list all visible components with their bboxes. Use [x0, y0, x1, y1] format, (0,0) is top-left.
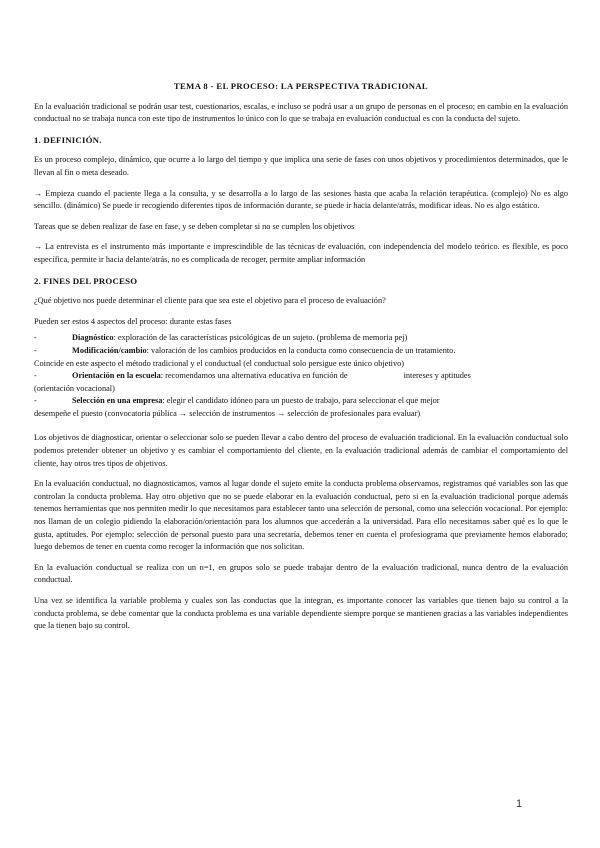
list-term: Modificación/cambio: [72, 345, 147, 355]
list-dash: -: [34, 333, 37, 343]
page-content: [34, 80, 568, 641]
list-item-continuation: [34, 408, 568, 421]
intro-paragraph: En la evaluación tradicional se podrán usar test, cuestionarios, escalas, e incluso se podrá usar a un grupo de personas en el proceso; en cambio en la evaluación conductual no se trabaja nunca con este tipo de instrumentos lo único con lo que se trabaja en evaluación conductual es con la conducta del sujeto.: [34, 101, 568, 124]
objectives-list: [34, 332, 568, 420]
definicion-paragraph: Es un proceso complejo, dinámico, que ocurre a lo largo del tiempo y que implica una serie de fases con unos objetivos y procedimientos determinados, que le llevan al fin o meta deseado.: [34, 155, 568, 177]
list-text: (orientación vocacional): [34, 383, 115, 393]
unn-paragraph: En la evaluación conductual se realiza con un n=1, en grupos solo se puede trabajar dentro de la evaluación tradicional, nunca dentro de la evaluación conductual.: [34, 562, 568, 585]
objetivos-paragraph: Los objetivos de diagnosticar, orientar o seleccionar solo se pueden llevar a cabo dentro del proceso de evaluación tradicional. En la evaluación conductual solo podemos pretender obtener un objetivo y es cambiar el comportamiento del cliente, en la evaluación tradicional además de cambiar el comportamiento del cliente, hay otros tres tipos de objetivos.: [34, 433, 568, 468]
list-dash: -: [34, 345, 37, 355]
document-title: TEMA 8 - EL PROCESO: LA PERSPECTIVA TRADICIONAL: [173, 81, 429, 91]
list-text: desempeñe el puesto (convocatoria pública → selección de instrumentos → selección de profesionales para evaluar): [34, 408, 421, 418]
list-item: [34, 345, 568, 358]
page-number: 1: [516, 798, 523, 810]
list-item-continuation: [34, 358, 568, 371]
list-text: : elegir el candidato idóneo para un puesto de trabajo, para seleccionar el que mejor: [162, 396, 440, 406]
list-text-tail: intereses y aptitudes: [403, 371, 471, 381]
definicion-arrow-paragraph: → Empieza cuando el paciente llega a la consulta, y se desarrolla a lo largo de las sesiones hasta que acaba la relación terapéutica. (complejo) No es algo sencillo. (dinámico) Se puede ir recogiendo diferentes tipos de información durante, se puede ir hacia delante/atrás, modificar ideas. No es algo estático.: [34, 188, 568, 211]
list-item-continuation: [34, 383, 568, 396]
entrevista-paragraph: → La entrevista es el instrumento más importante e imprescindible de las técnicas de evaluación, con independencia del modelo teórico. es flexible, es poco específica, permite ir hacia delante/atrás, no es complicada de recoger, permite ampliar información: [34, 242, 568, 264]
list-term: Orientación en la escuela: [72, 371, 161, 381]
list-text: : exploración de las características psicológicas de un sujeto. (problema de memoria pej): [113, 333, 408, 343]
list-text: : valoración de los cambios producidos en la conducta como consecuencia de un tratamiento.: [146, 345, 456, 355]
section-heading-fines: 2. FINES DEL PROCESO: [34, 275, 138, 286]
list-item: [34, 395, 568, 408]
list-dash: -: [34, 371, 37, 381]
question-paragraph: ¿Qué objetivo nos puede determinar el cliente para que sea este el objetivo para el proceso de evaluación?: [34, 296, 386, 306]
list-term: Diagnóstico: [72, 333, 114, 343]
list-item: [34, 332, 568, 345]
list-text: Coincide en este aspecto el método tradicional y el conductual (el conductual solo persigue este único objetivo): [34, 358, 405, 368]
tareas-paragraph: Tareas que se deben realizar de fase en fase, y se deben completar si no se cumplen los objetivos: [34, 221, 355, 231]
list-item: [34, 370, 568, 383]
list-text: : recomendamos una alternativa educativa en función de: [160, 371, 348, 381]
list-term: Selección en una empresa: [72, 396, 163, 406]
list-dash: -: [34, 396, 37, 406]
lead-paragraph: Pueden ser estos 4 aspectos del proceso: durante estas fases: [34, 316, 232, 326]
variable-paragraph: Una vez se identifica la variable problema y cuales son las conductas que la integran, es importante conocer las variables que tienen bajo su control a la conducta problema, se debe comentar que la conducta problema es una variable dependiente siempre porque se mantienen gracias a las variables independientes que la tienen bajo su control.: [34, 596, 568, 631]
section-heading-definicion: 1. DEFINICIÓN.: [34, 134, 102, 145]
conductual-paragraph: En la evaluación conductual, no diagnosticamos, vamos al lugar donde el sujeto emite la conducta problema observamos, registramos qué variables son las que controlan la conducta problema. Hay otro objetivo que no se puede elaborar en la evaluación conductual, pero si en la evaluación tradicional porque además tenemos herramientas que nos permiten medir lo que necesitamos para establecer tanto una selección de personal, como una selección vocacional. Por ejemplo: nos llaman de un colegio pidiendo la elaboración/orientación para los alumnos que accederán a la universidad. Para ello necesitamos saber qué es lo que le gusta, aptitudes. Por ejemplo: selección de personal puesto para una secretaría, debemos tener en cuenta el profesiograma que previamente hemos elaborado; luego debemos de tener en cuenta como recoger la información que nos solicitan.: [34, 479, 568, 552]
